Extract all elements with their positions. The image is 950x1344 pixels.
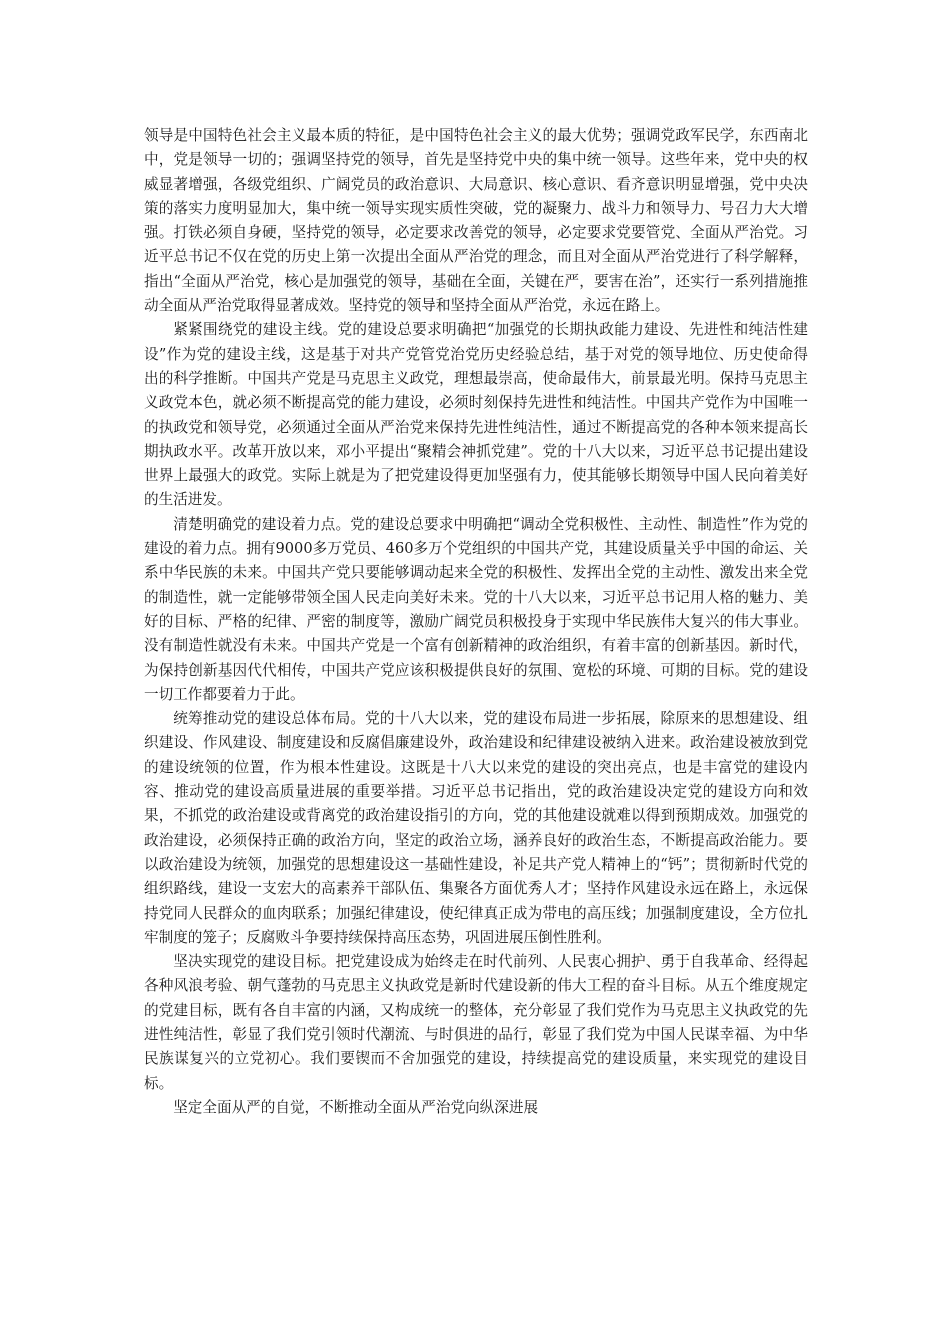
paragraph-3: 清楚明确党的建设着力点。党的建设总要求中明确把“调动全党积极性、主动性、制造性”作为党的建设的着力点。拥有9000多万党员、460多万个党组织的中国共产党，其建设质量关乎中国的命运、关系中华民族的未来。中国共产党只要能够调动起来全党的积极性、发挥出全党的主动性、激发出来全党的制造性，就一定能够带领全国人民走向美好未来。党的十八大以来，习近平总书记用人格的魅力、美好的目标、严格的纪律、严密的制度等，激励广阔党员积极投身于实现中华民族伟大复兴的伟大事业。没有制造性就没有未来。中国共产党是一个富有创新精神的政治组织，有着丰富的创新基因。新时代，为保持创新基因代代相传，中国共产党应该积极提供良好的氛围、宽松的环境、可期的目标。党的建设一切工作都要着力于此。 — [144, 515, 808, 703]
paragraph-6: 坚定全面从严的自觉，不断推动全面从严治党向纵深进展 — [173, 1098, 539, 1116]
paragraph-1: 领导是中国特色社会主义最本质的特征，是中国特色社会主义的最大优势；强调党政军民学，东西南北中，党是领导一切的；强调坚持党的领导，首先是坚持党中央的集中统一领导。这些年来，党中央的权威显著增强，各级党组织、广阔党员的政治意识、大局意识、核心意识、看齐意识明显增强，党中央决策的落实力度明显加大，集中统一领导实现实质性突破，党的凝聚力、战斗力和领导力、号召力大大增强。打铁必须自身硬，坚持党的领导，必定要求改善党的领导，必定要求党要管党、全面从严治党。习近平总书记不仅在党的历史上第一次提出全面从严治党的理念，而且对全面从严治党进行了科学解释，指出“全面从严治党，核心是加强党的领导，基础在全面，关键在严，要害在治”，还实行一系列措施推动全面从严治党取得显著成效。坚持党的领导和坚持全面从严治党，永远在路上。 — [144, 127, 808, 315]
paragraph-4: 统筹推动党的建设总体布局。党的十八大以来，党的建设布局进一步拓展，除原来的思想建设、组织建设、作风建设、制度建设和反腐倡廉建设外，政治建设和纪律建设被纳入进来。政治建设被放到党的建设统领的位置，作为根本性建设。这既是十八大以来党的建设的突出亮点，也是丰富党的建设内容、推动党的建设高质量进展的重要举措。习近平总书记指出，党的政治建设决定党的建设方向和效果，不抓党的政治建设或背离党的政治建设指引的方向，党的其他建设就难以得到预期成效。加强党的政治建设，必须保持正确的政治方向，坚定的政治立场，涵养良好的政治生态，不断提高政治能力。要以政治建设为统领，加强党的思想建设这一基础性建设，补足共产党人精神上的“钙”；贯彻新时代党的组织路线，建设一支宏大的高素养干部队伍、集聚各方面优秀人才；坚持作风建设永远在路上，永远保持党同人民群众的血肉联系；加强纪律建设，使纪律真正成为带电的高压线；加强制度建设，全方位扎牢制度的笼子；反腐败斗争要持续保持高压态势，巩固进展压倒性胜利。 — [144, 710, 808, 946]
paragraph-5: 坚决实现党的建设目标。把党建设成为始终走在时代前列、人民衷心拥护、勇于自我革命、经得起各种风浪考验、朝气蓬勃的马克思主义执政党是新时代建设新的伟大工程的奋斗目标。从五个维度规定的党建目标，既有各自丰富的内涵，又构成统一的整体，充分彰显了我们党作为马克思主义执政党的先进性纯洁性，彰显了我们党引领时代潮流、与时俱进的品行，彰显了我们党为中国人民谋幸福、为中华民族谋复兴的立党初心。我们要锲而不舍加强党的建设，持续提高党的建设质量，来实现党的建设目标。 — [144, 953, 808, 1092]
paragraph-2: 紧紧围绕党的建设主线。党的建设总要求明确把“加强党的长期执政能力建设、先进性和纯洁性建设”作为党的建设主线，这是基于对共产党管党治党历史经验总结，基于对党的领导地位、历史使命得出的科学推断。中国共产党是马克思主义政党，理想最崇高，使命最伟大，前景最光明。保持马克思主义政党本色，就必须不断提高党的能力建设，必须时刻保持先进性和纯洁性。中国共产党作为中国唯一的执政党和领导党，必须通过全面从严治党来保持先进性纯洁性，通过不断提高党的各种本领来提高长期执政水平。改革开放以来，邓小平提出“聚精会神抓党建”。党的十八大以来，习近平总书记提出建设世界上最强大的政党。实际上就是为了把党建设得更加坚强有力，使其能够长期领导中国人民向着美好的生活进发。 — [144, 321, 808, 509]
body-text — [144, 124, 808, 1120]
